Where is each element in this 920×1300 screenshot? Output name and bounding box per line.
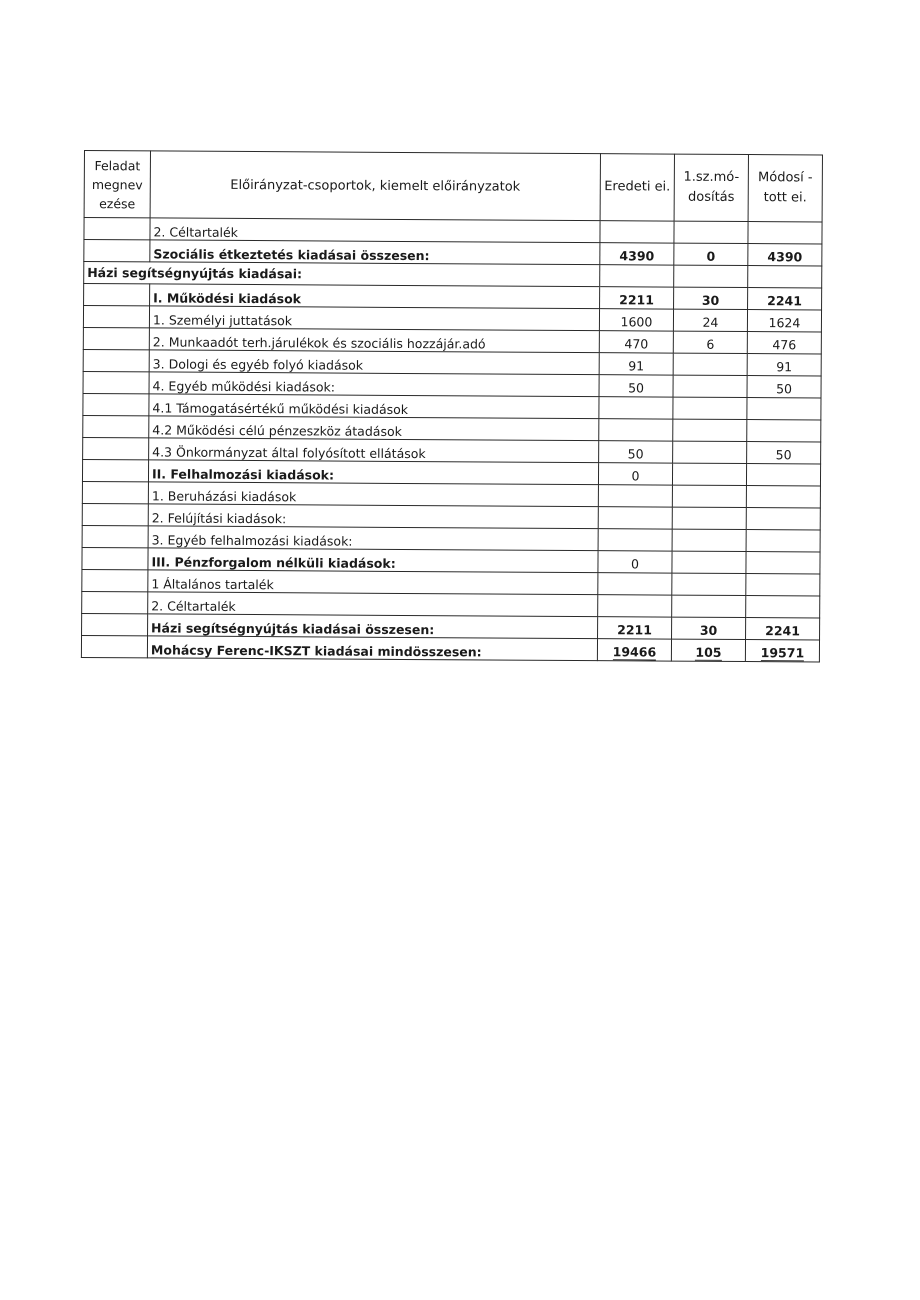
eredeti-cell: 0 [598,463,672,485]
row-label: 4. Egyéb működési kiadások: [149,372,599,397]
row-label [147,636,597,661]
row-label: 1 Általános tartalék [148,570,598,595]
grand-total-modositas: 105 [695,644,722,660]
eredeti-cell: 1600 [599,309,673,331]
modositas-cell [673,441,747,463]
modositott-cell [746,530,820,552]
eredeti-cell [598,485,672,507]
modositas-cell [673,397,747,419]
modositas-cell [671,639,745,661]
modositott-cell [746,508,820,530]
eredeti-cell [598,529,672,551]
modositas-cell: 6 [673,331,747,353]
modositott-cell [748,266,822,288]
eredeti-cell [597,639,671,661]
grand-total-row [81,635,819,662]
feladat-cell [82,481,148,503]
modositott-cell: 1624 [747,310,821,332]
eredeti-cell [600,221,674,243]
feladat-cell [84,284,150,306]
modositas-cell: 30 [672,617,746,639]
row-label: 1. Személyi juttatások [149,306,599,331]
modositas-cell [674,265,748,287]
modositas-cell [674,221,748,243]
modositas-cell [672,507,746,529]
row-label: 2. Felújítási kiadások: [148,504,598,529]
modositott-cell: 50 [747,376,821,398]
modositas-cell: 30 [674,287,748,309]
feladat-cell [83,415,149,437]
modositott-cell [748,222,822,244]
row-label: Szociális étkeztetés kiadásai összesen: [150,240,600,265]
modositas-cell: 24 [673,309,747,331]
feladat-cell [83,327,149,349]
grand-total-modositott: 19571 [760,645,805,661]
feladat-cell [84,218,150,240]
modositas-cell: 0 [674,243,748,265]
modositott-cell [746,574,820,596]
eredeti-cell [598,507,672,529]
feladat-cell [83,393,149,415]
modositas-cell [673,353,747,375]
modositas-cell [672,463,746,485]
eredeti-cell: 91 [599,353,673,375]
row-label: 4.3 Önkormányzat által folyósított ellátások [149,438,599,463]
feladat-cell [82,525,148,547]
header-modositott: Módosí - tott ei. [748,155,822,222]
feladat-cell [82,503,148,525]
grand-total-eredeti: 19466 [612,644,657,660]
feladat-cell [82,613,148,635]
eredeti-cell: 2211 [598,617,672,639]
eredeti-cell: 50 [599,441,673,463]
eredeti-cell [598,595,672,617]
row-label: 2. Céltartalék [150,218,600,243]
eredeti-cell [599,397,673,419]
feladat-cell [83,437,149,459]
modositas-cell [672,485,746,507]
feladat-cell [81,635,147,657]
row-label: 2. Céltartalék [148,592,598,617]
feladat-cell [82,547,148,569]
feladat-cell [82,459,148,481]
row-label: 2. Munkaadót terh.járulékok és szociális hozzájár.adó [149,328,599,353]
feladat-cell [82,591,148,613]
budget-table [81,150,823,663]
row-label: 4.1 Támogatásértékű működési kiadások [149,394,599,419]
modositott-cell [746,464,820,486]
eredeti-cell [600,265,674,287]
feladat-cell [83,306,149,328]
eredeti-cell [598,573,672,595]
modositas-cell [672,573,746,595]
modositott-cell: 91 [747,354,821,376]
row-label: 3. Dologi és egyéb folyó kiadások [149,350,599,375]
feladat-cell [82,569,148,591]
row-label: 3. Egyéb felhalmozási kiadások: [148,526,598,551]
modositott-cell [747,420,821,442]
modositott-cell [746,596,820,618]
eredeti-cell [599,419,673,441]
header-feladat: Feladat megnev ezése [84,151,150,218]
modositott-cell: 2241 [748,288,822,310]
modositas-cell [673,419,747,441]
eredeti-cell: 50 [599,375,673,397]
eredeti-cell: 0 [598,551,672,573]
grand-total-label: Mohácsy Ferenc-IKSZT kiadásai mindösszesen: [150,642,482,660]
feladat-cell [83,371,149,393]
row-label: 4.2 Működési célú pénzeszköz átadások [149,416,599,441]
modositas-cell [672,595,746,617]
modositott-cell: 4390 [748,244,822,266]
feladat-cell [84,240,150,262]
eredeti-cell: 4390 [600,243,674,265]
modositott-cell [746,486,820,508]
header-row [84,151,822,223]
modositott-cell [747,398,821,420]
modositas-cell [673,375,747,397]
section-title: Házi segítségnyújtás kiadásai: [84,262,600,287]
modositas-cell [672,551,746,573]
eredeti-cell: 2211 [600,287,674,309]
modositott-cell [746,552,820,574]
modositott-cell [745,640,819,662]
row-label: 1. Beruházási kiadások [148,482,598,507]
modositott-cell: 476 [747,332,821,354]
eredeti-cell: 470 [599,331,673,353]
feladat-cell [83,349,149,371]
row-label: II. Felhalmozási kiadások: [148,460,598,485]
header-description: Előirányzat-csoportok, kiemelt előirányzatok [150,151,600,221]
row-label: Házi segítségnyújtás kiadásai összesen: [148,614,598,639]
modositott-cell: 50 [747,442,821,464]
modositott-cell: 2241 [746,618,820,640]
row-label: I. Működési kiadások [150,284,600,309]
header-modositas: 1.sz.mó-dosítás [674,154,748,221]
row-label: III. Pénzforgalom nélküli kiadások: [148,548,598,573]
header-eredeti: Eredeti ei. [600,154,674,221]
modositas-cell [672,529,746,551]
